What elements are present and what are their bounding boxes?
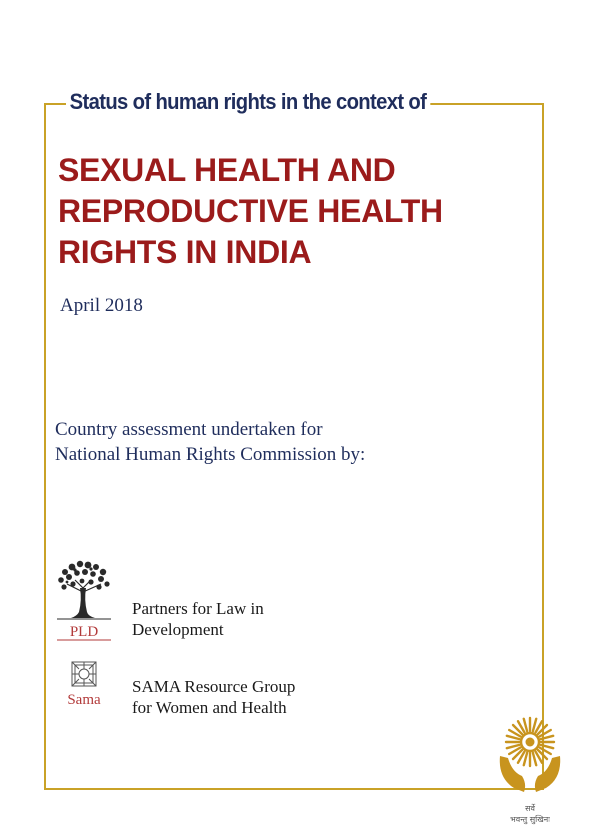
- cover-kicker: Status of human rights in the context of: [66, 86, 430, 118]
- report-title-line: SEXUAL HEALTH AND: [58, 152, 396, 188]
- org-name-line: Development: [132, 620, 224, 639]
- report-date: April 2018: [60, 295, 143, 316]
- assessment-line: National Human Rights Commission by:: [55, 444, 366, 465]
- assessment-line: Country assessment undertaken for: [55, 419, 323, 440]
- sama-logo-text: Sama: [67, 692, 101, 708]
- report-title: [58, 150, 528, 273]
- pld-tree-logo: [55, 558, 113, 644]
- org-name-line: SAMA Resource Group: [132, 677, 296, 696]
- org-name-line: Partners for Law in: [132, 599, 264, 618]
- sama-logo: [55, 660, 113, 708]
- org-name-sama: [132, 676, 295, 718]
- org-name-line: for Women and Health: [132, 698, 287, 717]
- assessment-statement: [55, 417, 365, 467]
- report-title-line: REPRODUCTIVE HEALTH: [58, 193, 443, 229]
- emblem-motto: सर्वे: [525, 804, 535, 813]
- pld-logo-text: PLD: [69, 624, 99, 640]
- nhrc-emblem-icon: [490, 712, 570, 832]
- emblem-motto: भवन्तु सुखिनः: [510, 815, 550, 824]
- org-name-pld: [132, 598, 264, 640]
- report-title-line: RIGHTS IN INDIA: [58, 234, 312, 270]
